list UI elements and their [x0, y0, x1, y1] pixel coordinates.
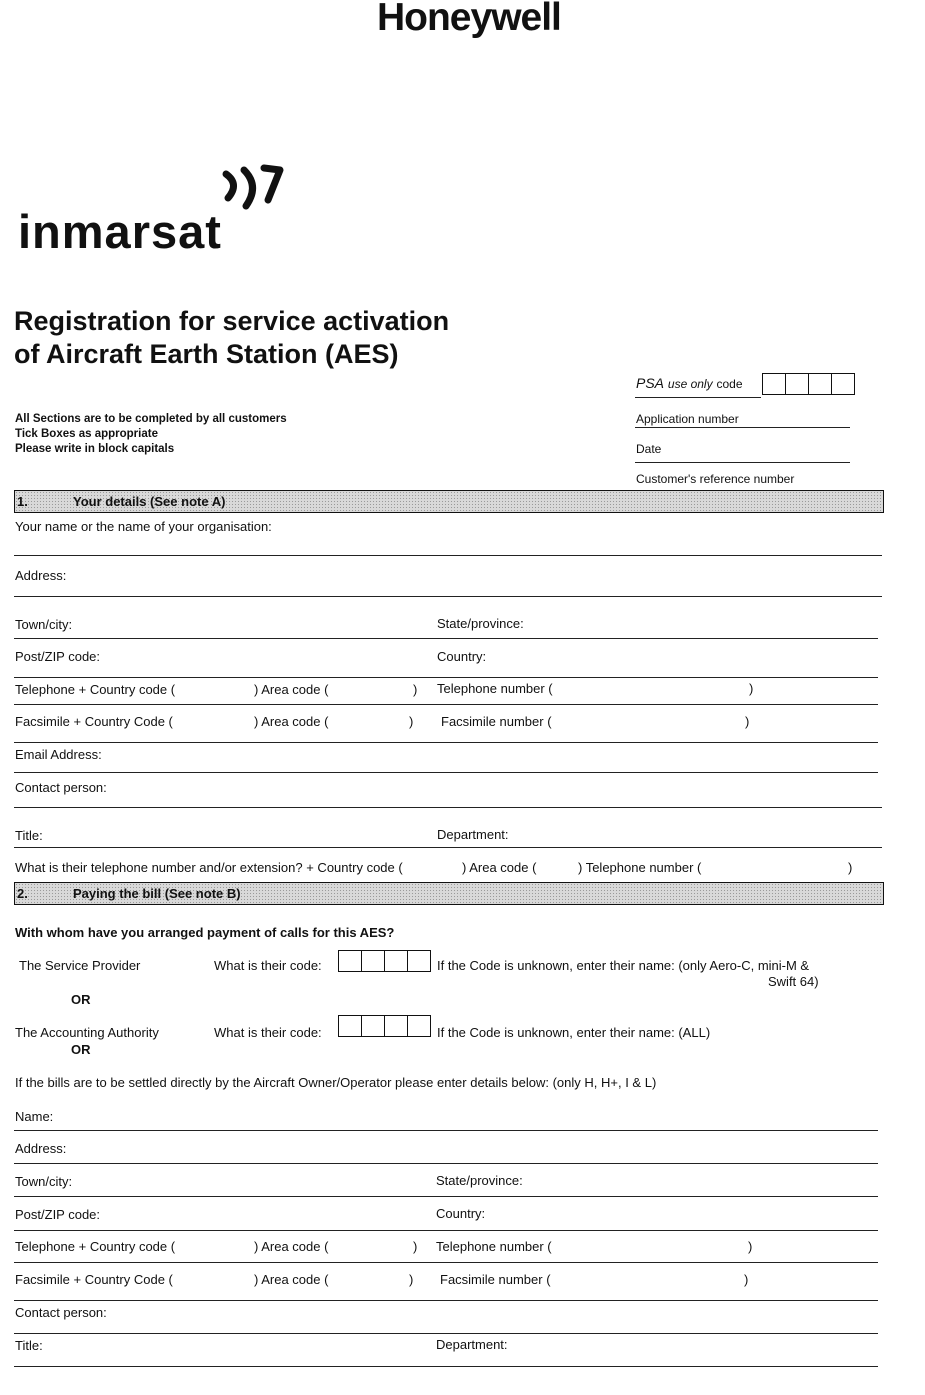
org-name-label: Your name or the name of your organisation: [15, 519, 272, 534]
section-2-number: 2. [17, 886, 28, 901]
billing-address-field[interactable] [14, 1163, 878, 1164]
section-1-number: 1. [17, 494, 28, 509]
aa-code-cell[interactable] [385, 1016, 408, 1036]
billing-town-state-field[interactable] [14, 1196, 878, 1197]
psa-label [636, 375, 743, 391]
psa-code-cell[interactable] [832, 374, 854, 394]
billing-postzip-country-field[interactable] [14, 1230, 878, 1231]
psa-label-psa: PSA [636, 375, 665, 391]
or-label-1: OR [71, 992, 91, 1007]
contact-person-field[interactable] [14, 807, 882, 808]
psa-label-use: use only [667, 377, 713, 391]
section-1-header [14, 490, 884, 513]
billing-telephone-number-close: ) [748, 1239, 753, 1254]
state-label: State/province: [437, 616, 524, 631]
application-number-field[interactable] [635, 427, 850, 428]
sp-code-cell[interactable] [362, 951, 385, 971]
aa-code-cell[interactable] [362, 1016, 385, 1036]
title-label: Title: [15, 828, 43, 843]
psa-code-cell[interactable] [786, 374, 809, 394]
date-field[interactable] [635, 462, 850, 463]
telephone-number-label: Telephone number ( [437, 681, 553, 696]
billing-name-field[interactable] [14, 1130, 878, 1131]
fax-country-code-label: Facsimile + Country Code ( [15, 714, 173, 729]
postzip-label: Post/ZIP code: [15, 649, 101, 664]
telephone-area-close: ) [413, 682, 418, 697]
postzip-country-field[interactable] [14, 677, 878, 678]
instruction-1: All Sections are to be completed by all customers [15, 413, 287, 425]
billing-telephone-number-label: Telephone number ( [436, 1239, 552, 1254]
department-label: Department: [437, 827, 509, 842]
billing-title-department-field[interactable] [14, 1366, 878, 1367]
aa-code-cell[interactable] [339, 1016, 362, 1036]
telephone-field[interactable] [14, 704, 878, 705]
service-provider-unknown-label-2: Swift 64) [768, 974, 819, 989]
section-2-title: Paying the bill (See note B) [73, 886, 241, 901]
fax-number-label: Facsimile number ( [441, 714, 552, 729]
billing-telephone-country-code-label: Telephone + Country code ( [15, 1239, 176, 1254]
email-label: Email Address: [15, 747, 102, 762]
billing-country-label: Country: [436, 1206, 486, 1221]
customer-reference-label: Customer's reference number [636, 472, 795, 486]
extension-area-code-label: ) Area code ( [462, 860, 537, 875]
address-field[interactable] [14, 596, 882, 597]
billing-fax-field[interactable] [14, 1300, 878, 1301]
billing-postzip-label: Post/ZIP code: [15, 1207, 101, 1222]
billing-contact-person-label: Contact person: [15, 1305, 107, 1320]
address-label: Address: [15, 568, 67, 583]
fax-area-close: ) [409, 714, 414, 729]
accounting-authority-code-boxes[interactable] [338, 1015, 431, 1037]
form-title-line-1: Registration for service activation [14, 306, 450, 336]
extension-close: ) [848, 860, 853, 875]
telephone-number-close: ) [749, 681, 754, 696]
service-provider-code-label: What is their code: [214, 958, 322, 973]
billing-telephone-area-close: ) [413, 1239, 418, 1254]
billing-fax-number-label: Facsimile number ( [440, 1272, 551, 1287]
billing-fax-area-close: ) [409, 1272, 414, 1287]
date-label: Date [636, 442, 662, 456]
aa-code-cell[interactable] [408, 1016, 430, 1036]
billing-telephone-field[interactable] [14, 1262, 878, 1263]
sp-code-cell[interactable] [385, 951, 408, 971]
service-provider-code-boxes[interactable] [338, 950, 431, 972]
extension-question: What is their telephone number and/or extension? + Country code ( [15, 860, 403, 875]
fax-area-code-label: ) Area code ( [254, 714, 329, 729]
billing-department-label: Department: [436, 1337, 508, 1352]
telephone-country-code-label: Telephone + Country code ( [15, 682, 176, 697]
billing-title-label: Title: [15, 1338, 43, 1353]
owner-operator-note: If the bills are to be settled directly by the Aircraft Owner/Operator please enter details below: (only H, H+, I & L) [15, 1075, 657, 1090]
fax-number-close: ) [745, 714, 750, 729]
billing-address-label: Address: [15, 1141, 67, 1156]
telephone-area-code-label: ) Area code ( [254, 682, 329, 697]
honeywell-logo: Honeywell [377, 0, 561, 39]
section-2-header [14, 882, 884, 905]
extension-telephone-label: ) Telephone number ( [578, 860, 702, 875]
fax-field[interactable] [14, 742, 878, 743]
billing-fax-number-close: ) [744, 1272, 749, 1287]
psa-code-cell[interactable] [763, 374, 786, 394]
town-state-field[interactable] [14, 638, 878, 639]
billing-fax-country-code-label: Facsimile + Country Code ( [15, 1272, 173, 1287]
psa-code-boxes[interactable] [762, 373, 855, 395]
application-number-label: Application number [636, 412, 739, 426]
accounting-authority-code-label: What is their code: [214, 1025, 322, 1040]
psa-label-code: code [716, 377, 743, 391]
billing-contact-person-field[interactable] [14, 1333, 878, 1334]
billing-name-label: Name: [15, 1109, 54, 1124]
accounting-authority-option[interactable]: The Accounting Authority [15, 1025, 159, 1040]
title-department-field[interactable] [14, 847, 882, 848]
or-label-2: OR [71, 1042, 91, 1057]
instruction-2: Tick Boxes as appropriate [15, 428, 158, 440]
inmarsat-wordmark: inmarsat [18, 205, 222, 258]
sp-code-cell[interactable] [408, 951, 430, 971]
inmarsat-waves-icon [218, 160, 308, 220]
service-provider-option[interactable]: The Service Provider [19, 958, 141, 973]
country-label: Country: [437, 649, 487, 664]
billing-fax-area-code-label: ) Area code ( [254, 1272, 329, 1287]
email-field[interactable] [14, 772, 878, 773]
form-title-line-2: of Aircraft Earth Station (AES) [14, 339, 399, 369]
billing-state-label: State/province: [436, 1173, 523, 1188]
town-label: Town/city: [15, 617, 73, 632]
service-provider-unknown-label: If the Code is unknown, enter their name: (only Aero-C, mini-M & [437, 958, 810, 973]
sp-code-cell[interactable] [339, 951, 362, 971]
org-name-field[interactable] [14, 555, 882, 556]
accounting-authority-unknown-label: If the Code is unknown, enter their name: (ALL) [437, 1025, 711, 1040]
billing-town-label: Town/city: [15, 1174, 73, 1189]
billing-telephone-area-code-label: ) Area code ( [254, 1239, 329, 1254]
contact-person-label: Contact person: [15, 780, 107, 795]
instruction-3: Please write in block capitals [15, 443, 175, 455]
section-1-title: Your details (See note A) [73, 494, 226, 509]
psa-code-cell[interactable] [809, 374, 832, 394]
psa-underline [635, 397, 761, 398]
payment-question: With whom have you arranged payment of calls for this AES? [15, 925, 395, 940]
